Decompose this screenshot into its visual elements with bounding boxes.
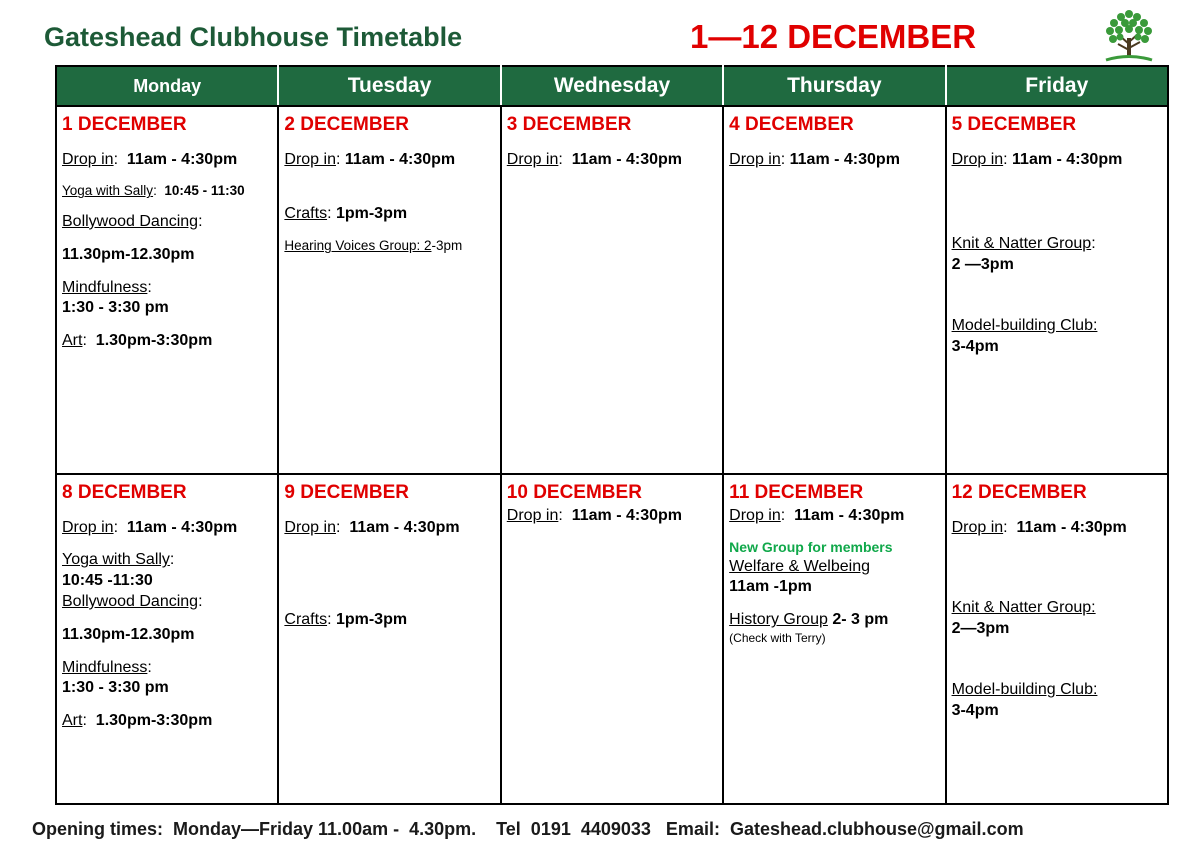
- cell-8-december: [56, 474, 278, 804]
- cell-date: 8 DECEMBER: [62, 482, 187, 503]
- drop-in-entry: Drop in: 11am - 4:30pm: [62, 518, 238, 536]
- week-2-row: [56, 474, 1168, 804]
- drop-in-entry: Drop in: 11am - 4:30pm: [951, 150, 1123, 168]
- cell-date: 4 DECEMBER: [729, 114, 854, 135]
- art-entry: Art: 1.30pm-3:30pm: [62, 712, 213, 730]
- cell-date: 2 DECEMBER: [284, 114, 409, 135]
- day-header-thursday: Thursday: [723, 66, 945, 106]
- drop-in-entry: Drop in: 11am - 4:30pm: [284, 150, 456, 168]
- art-entry: Art: 1.30pm-3:30pm: [62, 332, 213, 350]
- model-building-entry: Model-building Club: 3-4pm: [951, 681, 1098, 719]
- cell-4-december: [723, 106, 945, 474]
- cell-date: 11 DECEMBER: [729, 482, 864, 503]
- history-note: (Check with Terry): [729, 631, 826, 646]
- bollywood-entry: Bollywood Dancing:: [62, 213, 203, 231]
- cell-5-december: [946, 106, 1168, 474]
- cell-11-december: [723, 474, 945, 804]
- cell-date: 12 DECEMBER: [951, 482, 1087, 503]
- tree-icon: [1098, 6, 1160, 66]
- drop-in-entry: Drop in: 11am - 4:30pm: [62, 150, 238, 168]
- knit-natter-entry: Knit & Natter Group: 2 —3pm: [951, 235, 1096, 274]
- drop-in-entry: Drop in: 11am - 4:30pm: [506, 506, 682, 524]
- bollywood-time: 11.30pm-12.30pm: [62, 625, 195, 643]
- date-range: 1—12 DECEMBER: [690, 18, 977, 55]
- cell-9-december: [278, 474, 500, 804]
- cell-3-december: [501, 106, 723, 474]
- drop-in-entry: Drop in: 11am - 4:30pm: [284, 518, 460, 536]
- bollywood-entry: Bollywood Dancing:: [62, 593, 203, 611]
- drop-in-entry: Drop in: 11am - 4:30pm: [729, 150, 900, 168]
- welfare-entry: Welfare & Welbeing 11am -1pm: [729, 557, 870, 596]
- page-title: Gateshead Clubhouse Timetable: [44, 22, 463, 52]
- timetable: [55, 65, 1169, 805]
- new-group-note: New Group for members: [729, 539, 893, 556]
- cell-date: 3 DECEMBER: [506, 114, 632, 135]
- day-header-tuesday: Tuesday: [278, 66, 500, 106]
- day-header-row: [56, 66, 1168, 106]
- cell-12-december: [946, 474, 1168, 804]
- model-building-entry: Model-building Club: 3-4pm: [951, 317, 1098, 355]
- cell-10-december: [501, 474, 723, 804]
- yoga-entry: Yoga with Sally: 10:45 -11:30: [62, 551, 175, 590]
- day-header-monday: Monday: [56, 66, 278, 106]
- drop-in-entry: Drop in: 11am - 4:30pm: [506, 150, 682, 168]
- week-1-row: [56, 106, 1168, 474]
- history-entry: History Group 2- 3 pm: [729, 611, 889, 629]
- crafts-entry: Crafts: 1pm-3pm: [284, 611, 408, 629]
- yoga-entry: Yoga with Sally: 10:45 - 11:30: [62, 183, 245, 199]
- cell-date: 1 DECEMBER: [62, 114, 187, 135]
- day-header-wednesday: Wednesday: [501, 66, 723, 106]
- cell-2-december: [278, 106, 500, 474]
- drop-in-entry: Drop in: 11am - 4:30pm: [951, 518, 1127, 536]
- footer-contact: Opening times: Monday—Friday 11.00am - 4.30pm. Tel 0191 4409033 Email: Gateshead.clubhouse@gmail.com: [32, 819, 1024, 839]
- cell-date: 10 DECEMBER: [506, 482, 642, 503]
- mindfulness-entry: Mindfulness: 1:30 - 3:30 pm: [62, 658, 169, 697]
- cell-date: 9 DECEMBER: [284, 482, 409, 503]
- knit-natter-entry: Knit & Natter Group: 2—3pm: [951, 599, 1096, 638]
- day-header-friday: Friday: [946, 66, 1168, 106]
- cell-1-december: [56, 106, 278, 474]
- bollywood-time: 11.30pm-12.30pm: [62, 245, 195, 263]
- mindfulness-entry: Mindfulness: 1:30 - 3:30 pm: [62, 278, 169, 317]
- crafts-entry: Crafts: 1pm-3pm: [284, 205, 408, 223]
- hearing-voices-entry: Hearing Voices Group: 2-3pm: [284, 238, 463, 254]
- drop-in-entry: Drop in: 11am - 4:30pm: [729, 506, 905, 524]
- cell-date: 5 DECEMBER: [951, 114, 1077, 135]
